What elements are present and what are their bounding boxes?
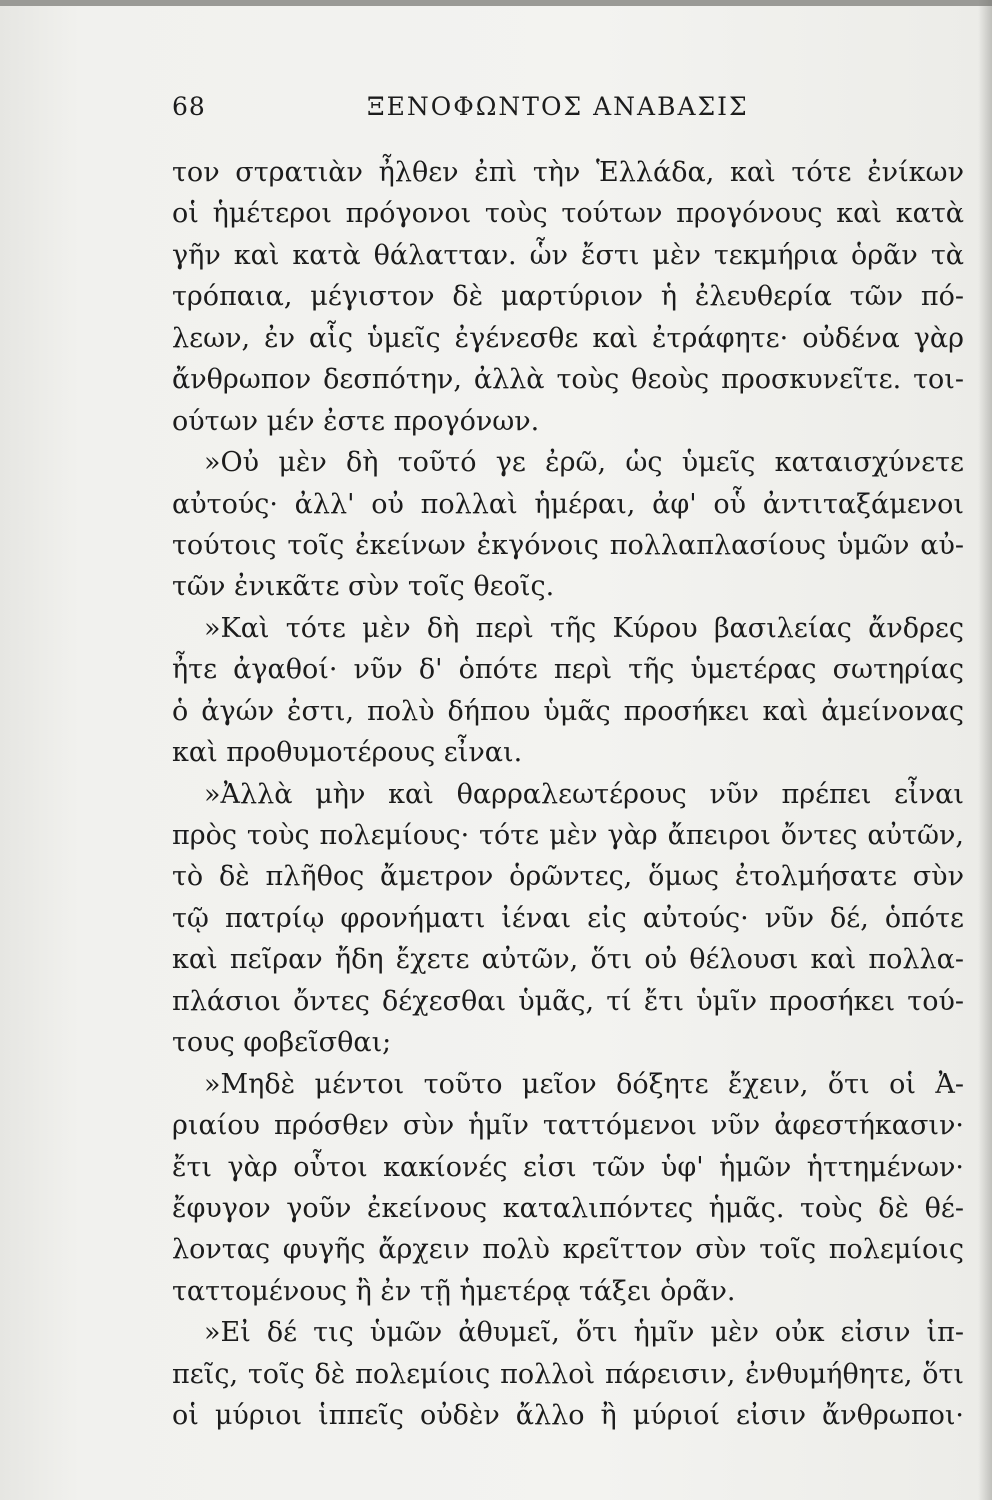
text-line: τούτοις τοῖς ἐκείνων ἐκγόνοις πολλαπλασίους ὑμῶν αὐ- <box>172 529 964 561</box>
text-line: πλάσιοι ὄντες δέχεσθαι ὑμᾶς, τί ἔτι ὑμῖν προσήκει τού- <box>172 985 964 1017</box>
text-line: ἔφυγον γοῦν ἐκείνους καταλιπόντες ἡμᾶς. τοὺς δὲ θέ- <box>172 1192 964 1224</box>
text-line: πεῖς, τοῖς δὲ πολεμίοις πολλοὶ πάρεισιν, ἐνθυμήθητε, ὅτι <box>172 1358 964 1390</box>
body-text <box>172 152 964 1437</box>
text-line: λεων, ἐν αἷς ὑμεῖς ἐγένεσθε καὶ ἐτράφητε· οὐδένα γὰρ <box>172 322 964 354</box>
text-line: ἄνθρωπον δεσπότην, ἀλλὰ τοὺς θεοὺς προσκυνεῖτε. τοι- <box>172 364 964 396</box>
text-line: »Καὶ τότε μὲν δὴ περὶ τῆς Κύρου βασιλείας ἄνδρες <box>204 612 964 644</box>
page-header <box>172 92 962 132</box>
text-line: τῷ πατρίῳ φρονήματι ἰέναι εἰς αὐτούς· νῦν δέ, ὁπότε <box>172 902 964 934</box>
text-line: τρόπαια, μέγιστον δὲ μαρτύριον ἡ ἐλευθερία τῶν πό- <box>172 281 964 313</box>
page-gutter-shadow <box>978 0 992 1500</box>
page-top-edge <box>0 0 992 6</box>
text-line: πρὸς τοὺς πολεμίους· τότε μὲν γὰρ ἄπειροι ὄντες αὐτῶν, <box>172 820 964 851</box>
text-line: ταττομένους ἢ ἐν τῇ ἡμετέρᾳ τάξει ὁρᾶν. <box>172 1275 736 1307</box>
text-line: ἔτι γὰρ οὗτοι κακίονές εἰσι τῶν ὑφ' ἡμῶν ἡττημένων· <box>172 1151 964 1183</box>
text-line: ὁ ἀγών ἐστι, πολὺ δήπου ὑμᾶς προσήκει καὶ ἀμείνονας <box>172 695 964 727</box>
text-line: ἦτε ἀγαθοί· νῦν δ' ὁπότε περὶ τῆς ὑμετέρας σωτηρίας <box>172 654 964 686</box>
text-line: οἱ μύριοι ἱππεῖς οὐδὲν ἄλλο ἢ μύριοί εἰσιν ἄνθρωποι· <box>172 1400 964 1432</box>
text-line: »Εἰ δέ τις ὑμῶν ἀθυμεῖ, ὅτι ἡμῖν μὲν οὐκ εἰσιν ἱπ- <box>204 1317 964 1349</box>
text-line: αὐτούς· ἀλλ' οὐ πολλαὶ ἡμέραι, ἀφ' οὗ ἀντιταξάμενοι <box>172 488 964 520</box>
text-line: τῶν ἐνικᾶτε σὺν τοῖς θεοῖς. <box>172 571 555 603</box>
text-line: »Ἀλλὰ μὴν καὶ θαρραλεωτέρους νῦν πρέπει εἶναι <box>204 778 964 810</box>
text-line: »Μηδὲ μέντοι τοῦτο μεῖον δόξητε ἔχειν, ὅτι οἱ Ἀ- <box>204 1068 964 1100</box>
text-line: λοντας φυγῆς ἄρχειν πολὺ κρεῖττον σὺν τοῖς πολεμίοις <box>172 1234 964 1266</box>
page-number: 68 <box>172 92 206 121</box>
text-line: ριαίου πρόσθεν σὺν ἡμῖν ταττόμενοι νῦν ἀφεστήκασιν· <box>172 1110 964 1142</box>
text-line: οἱ ἡμέτεροι πρόγονοι τοὺς τούτων προγόνους καὶ κατὰ <box>172 198 964 230</box>
text-line: »Οὐ μὲν δὴ τοῦτό γε ἐρῶ, ὡς ὑμεῖς καταισχύνετε <box>204 447 964 479</box>
running-title: ΞΕΝΟΦΩΝΤΟΣ ΑΝΑΒΑΣΙΣ <box>367 92 749 121</box>
text-line: τὸ δὲ πλῆθος ἄμετρον ὁρῶντες, ὅμως ἐτολμήσατε σὺν <box>172 861 964 893</box>
text-line: γῆν καὶ κατὰ θάλατταν. ὧν ἔστι μὲν τεκμήρια ὁρᾶν τὰ <box>172 239 964 271</box>
text-line: ούτων μέν ἐστε προγόνων. <box>172 405 540 437</box>
text-line: τους φοβεῖσθαι; <box>172 1027 392 1059</box>
text-line: καὶ πεῖραν ἤδη ἔχετε αὐτῶν, ὅτι οὐ θέλουσι καὶ πολλα- <box>172 944 964 976</box>
text-line: τον στρατιὰν ἦλθεν ἐπὶ τὴν Ἑλλάδα, καὶ τότε ἐνίκων <box>172 157 964 188</box>
text-line: καὶ προθυμοτέρους εἶναι. <box>172 737 523 769</box>
